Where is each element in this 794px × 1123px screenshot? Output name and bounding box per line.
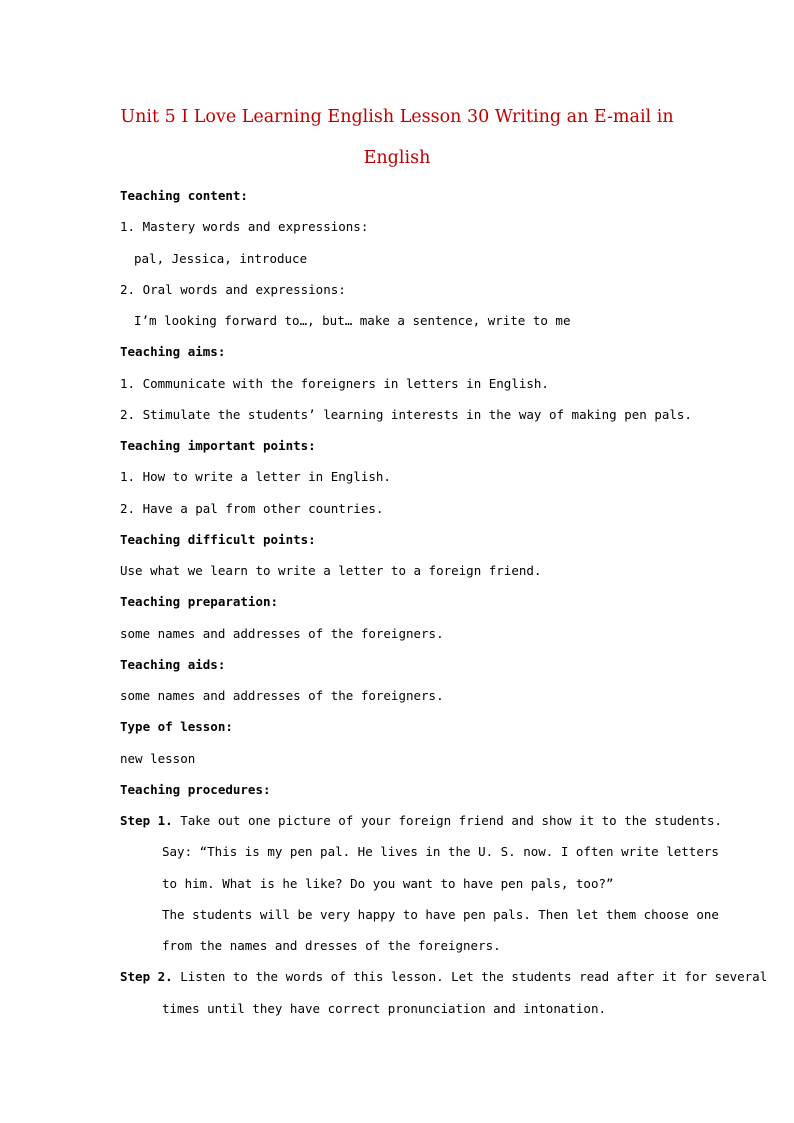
step-2-line-1	[120, 961, 768, 992]
step-2-text: Listen to the words of this lesson. Let the students read after it for several	[180, 969, 768, 985]
preparation-text: some names and addresses of the foreigners.	[120, 625, 444, 641]
content-item-1-detail: pal, Jessica, introduce	[134, 250, 308, 266]
heading-type-of-lesson: Type of lesson:	[120, 719, 233, 735]
step-1-text: Take out one picture of your foreign friend and show it to the students.	[180, 813, 723, 828]
heading-difficult-points: Teaching difficult points:	[120, 531, 316, 547]
heading-teaching-procedures: Teaching procedures:	[120, 781, 271, 797]
important-item-1: 1. How to write a letter in English.	[120, 469, 391, 485]
important-item-2: 2. Have a pal from other countries.	[120, 500, 384, 516]
step-1-label: Step 1.	[120, 813, 173, 828]
document-body	[120, 180, 768, 1024]
step-1-line-5: from the names and dresses of the foreigners.	[162, 938, 501, 953]
step-1-line-2: Say: “This is my pen pal. He lives in the U. S. now. I often write letters	[162, 844, 719, 860]
title-line-1: Unit 5 I Love Learning English Lesson 30 Writing an E-mail in	[120, 107, 674, 127]
content-item-2-detail: I’m looking forward to…, but… make a sentence, write to me	[134, 313, 571, 328]
aids-text: some names and addresses of the foreigners.	[120, 688, 444, 703]
heading-teaching-aids: Teaching aids:	[120, 656, 226, 672]
step-1-line-3: to him. What is he like? Do you want to have pen pals, too?”	[162, 875, 614, 891]
type-text: new lesson	[120, 750, 196, 766]
heading-teaching-preparation: Teaching preparation:	[120, 594, 279, 610]
content-item-1: 1. Mastery words and expressions:	[120, 219, 369, 235]
heading-teaching-aims: Teaching aims:	[120, 344, 226, 360]
heading-important-points: Teaching important points:	[120, 438, 316, 453]
step-1-line-1	[120, 805, 723, 836]
document-title	[110, 97, 684, 179]
heading-teaching-content: Teaching content:	[120, 188, 248, 203]
content-item-2: 2. Oral words and expressions:	[120, 281, 346, 297]
step-1-line-4: The students will be very happy to have pen pals. Then let them choose one	[162, 906, 719, 922]
step-2-label: Step 2.	[120, 969, 173, 985]
aims-item-2: 2. Stimulate the students’ learning interests in the way of making pen pals.	[120, 406, 692, 422]
difficult-text: Use what we learn to write a letter to a foreign friend.	[120, 563, 542, 578]
title-line-2: English	[363, 148, 431, 168]
aims-item-1: 1. Communicate with the foreigners in letters in English.	[120, 375, 549, 391]
step-2-line-2: times until they have correct pronunciation and intonation.	[162, 1000, 607, 1016]
